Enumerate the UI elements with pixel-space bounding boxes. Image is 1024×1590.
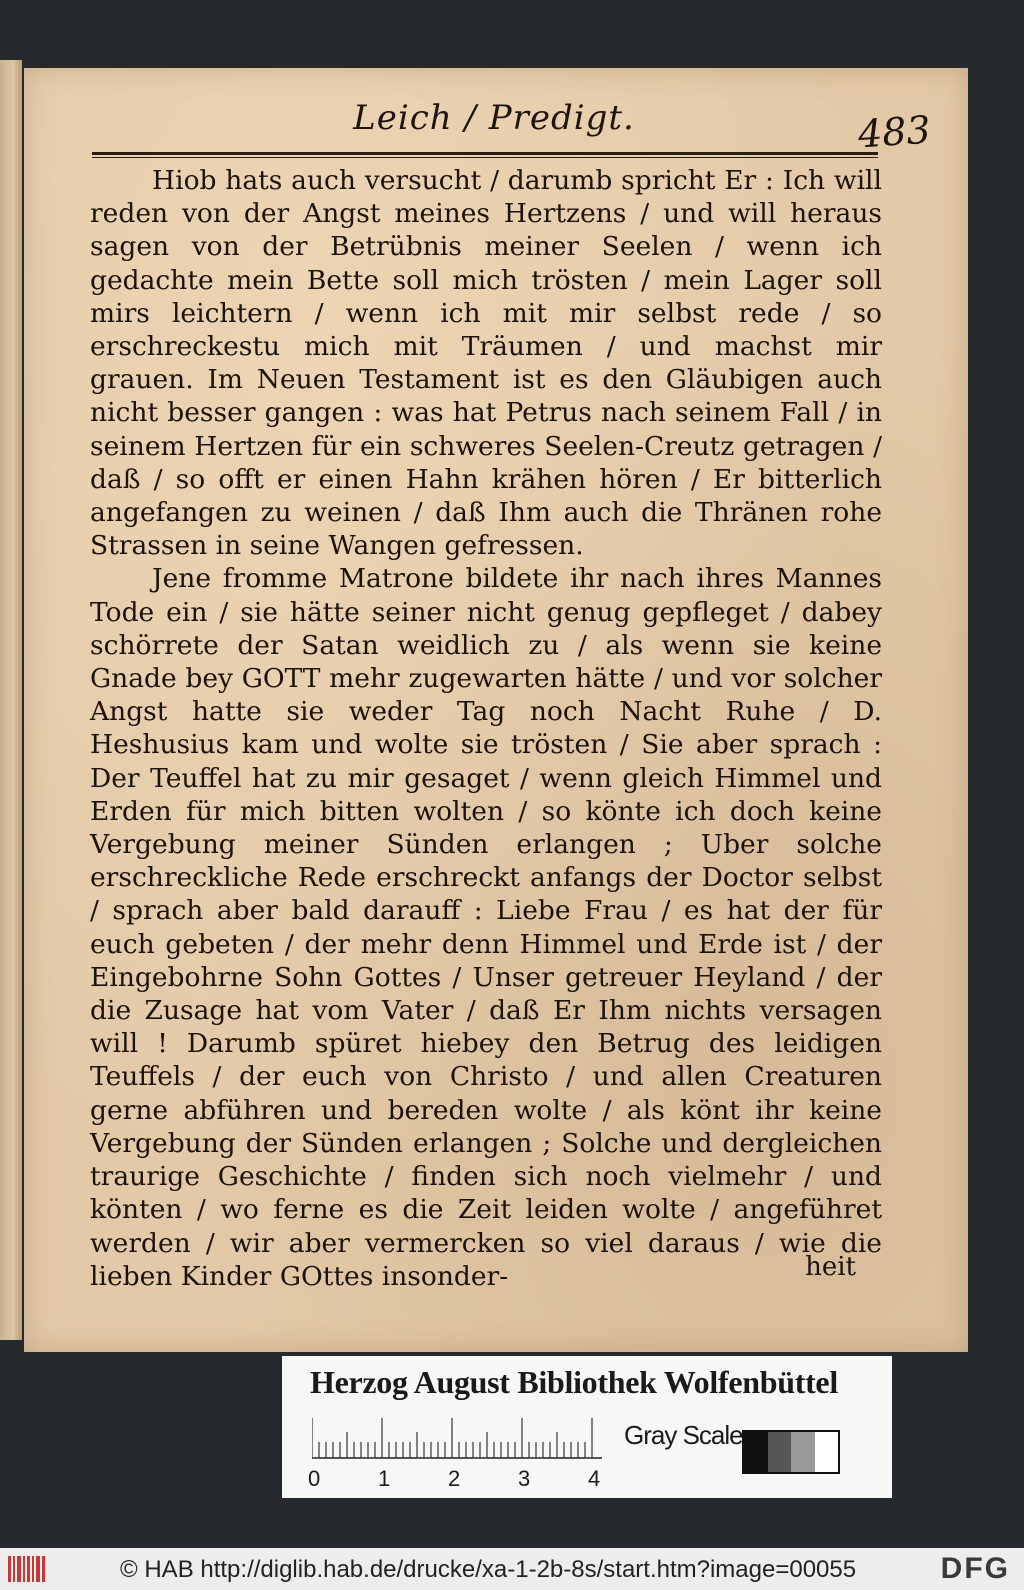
header-rule (92, 152, 878, 155)
paragraph-1: Hiob hats auch versucht / darumb spricht Er : Ich will reden von der Angst meines Hertzens / und will heraus sagen von der Betrübnis meiner Seelen / wenn ich gedachte mein Bette soll mich trösten / mein Lager soll mirs leichtern / wenn ich mit mir selbst rede / so erschreckestu mich mit Träumen / und machst mir grauen. Im Neuen Testament ist es den Gläubigen auch nicht besser gangen : was hat Petrus nach seinem Fall / in seinem Hertzen für ein schweres Seelen-Creutz getragen / daß / so offt er einen Hahn krähen hören / Er bitterlich angefangen zu weinen / daß Ihm auch die Thränen rohe Strassen in seine Wangen gefressen. (90, 165, 882, 562)
dfg-logo: DFG (940, 1552, 1010, 1585)
gray-patch-light (791, 1432, 815, 1472)
footer-bar (0, 1548, 1024, 1590)
ruler-label-4: 4 (588, 1466, 601, 1491)
library-calibration-card (282, 1356, 892, 1498)
gray-scale-bar (742, 1430, 840, 1474)
gray-patch-white (815, 1432, 839, 1472)
ruler-label-0: 0 (308, 1466, 321, 1491)
page-number: 483 (856, 107, 932, 157)
ruler-label-1: 1 (378, 1466, 391, 1491)
source-url[interactable]: © HAB http://diglib.hab.de/drucke/xa-1-2b-8s/start.htm?image=00055 (120, 1556, 857, 1583)
ruler-label-2: 2 (448, 1466, 461, 1491)
ruler-label-3: 3 (518, 1466, 531, 1491)
book-page (24, 68, 968, 1352)
facing-page-edge (0, 60, 22, 1340)
ruler-icon (312, 1418, 602, 1460)
running-head: Leich / Predigt. (353, 98, 635, 138)
catchword: heit (805, 1252, 856, 1282)
body-text (90, 164, 882, 1293)
gray-scale-label: Gray Scale (624, 1420, 743, 1450)
paragraph-2: Jene fromme Matrone bildete ihr nach ihres Mannes Tode ein / sie hätte seiner nicht genug gepfleget / dabey schörrete der Satan weidlich zu / als wenn sie keine Gnade bey GOTT mehr zugewarten hätte / und vor solcher Angst hatte sie weder Tag noch Nacht Ruhe / D. Heshusius kam und wolte sie trösten / Sie aber sprach : Der Teuffel hat zu mir gesaget / wenn gleich Himmel und Erden für mich bitten wolten / so könte ich doch keine Vergebung meiner Sünden erlangen ; Uber solche erschreckliche Rede erschreckt anfangs der Doctor selbst / sprach aber bald darauff : Liebe Frau / es hat der für euch gebeten / der mehr denn Himmel und Erde ist / der Eingebohrne Sohn Gottes / Unser getreuer Heyland / der die Zusage hat vom Vater / daß Er Ihm nichts versagen will ! Darumb spüret hiebey den Betrug des leidigen Teuffels / der euch von Christo / und allen Creaturen gerne abführen und bereden wolte / als könt ihr keine Vergebung der Sünden erlangen ; Solche und dergleichen traurige Geschichte / finden sich noch vielmehr / und könten / wo ferne es die Zeit leiden wolte / angeführet werden / wir aber vermercken so viel daraus / wie die lieben Kinder GOttes insonder- (90, 563, 882, 1292)
gray-patch-dark (768, 1432, 792, 1472)
gray-patch-black (744, 1432, 768, 1472)
header-rule-thin (92, 157, 878, 158)
barcode-icon (8, 1556, 46, 1582)
library-name: Herzog August Bibliothek Wolfenbüttel (310, 1364, 838, 1400)
